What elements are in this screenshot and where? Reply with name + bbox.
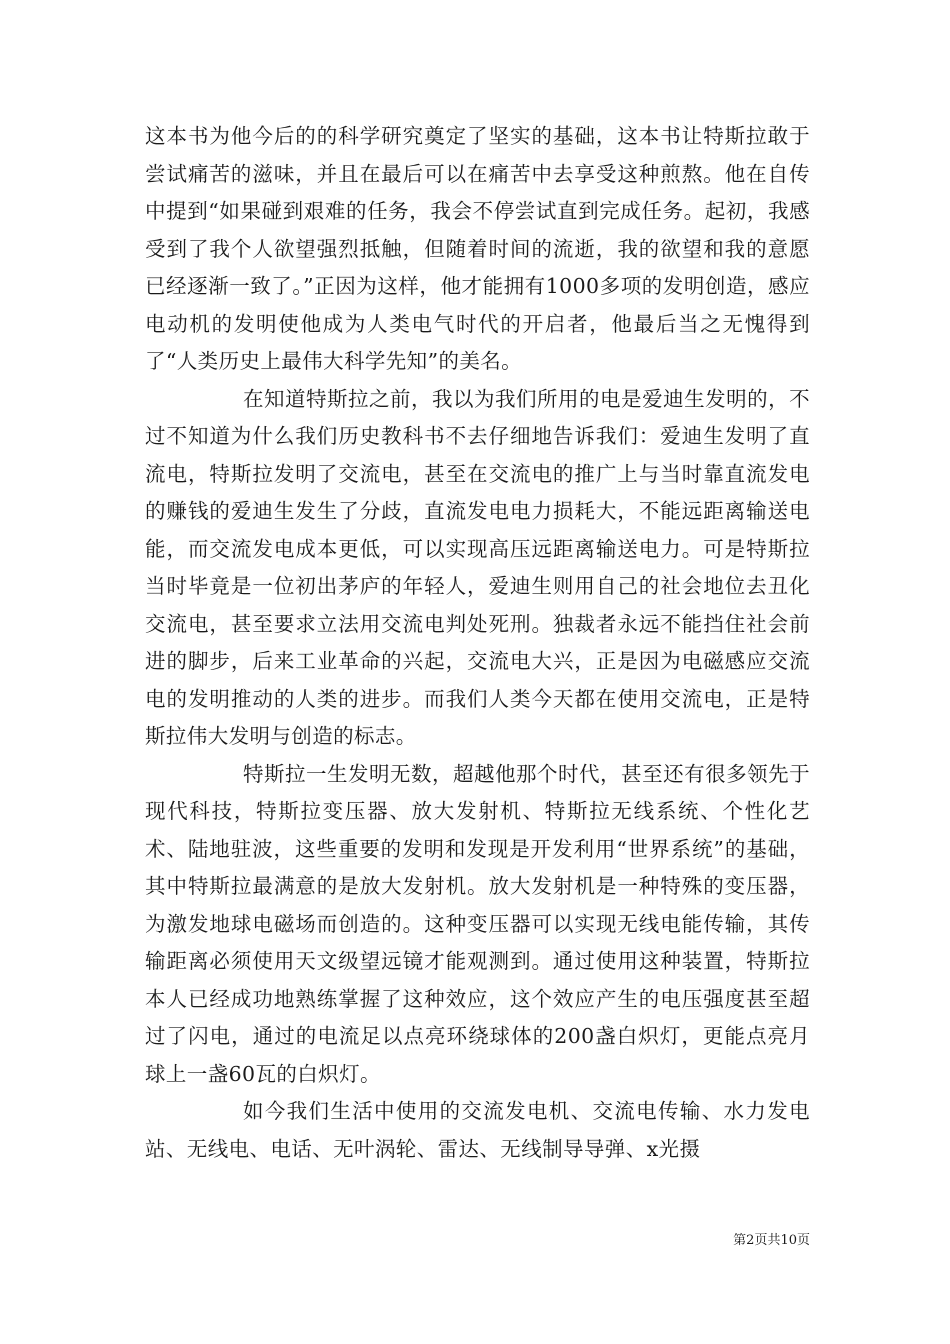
paragraph-2: 在知道特斯拉之前，我以为我们所用的电是爱迪生发明的，不过不知道为什么我们历史教科书不去仔细地告诉我们：爱迪生发明了直流电，特斯拉发明了交流电，甚至在交流电的推广上与当时靠直流发电的赚钱的爱迪生发生了分歧，直流发电电力损耗大，不能远距离输送电能，而交流发电成本更低，可以实现高压远距离输送电力。可是特斯拉当时毕竟是一位初出茅庐的年轻人，爱迪生则用自己的社会地位去丑化交流电，甚至要求立法用交流电判处死刑。独裁者永远不能挡住社会前进的脚步，后来工业革命的兴起，交流电大兴，正是因为电磁感应交流电的发明推动的人类的进步。而我们人类今天都在使用交流电，正是特斯拉伟大发明与创造的标志。 xyxy=(145,386,810,748)
document-body xyxy=(145,118,810,1168)
paragraph-4: 如今我们生活中使用的交流发电机、交流电传输、水力发电站、无线电、电话、无叶涡轮、雷达、无线制导导弹、x光摄 xyxy=(145,1099,810,1161)
paragraph-3: 特斯拉一生发明无数，超越他那个时代，甚至还有很多领先于现代科技，特斯拉变压器、放大发射机、特斯拉无线系统、个性化艺术、陆地驻波，这些重要的发明和发现是开发利用“世界系统”的基础，其中特斯拉最满意的是放大发射机。放大发射机是一种特殊的变压器，为激发地球电磁场而创造的。这种变压器可以实现无线电能传输，其传输距离必须使用天文级望远镜才能观测到。通过使用这种装置，特斯拉本人已经成功地熟练掌握了这种效应，这个效应产生的电压强度甚至超过了闪电，通过的电流足以点亮环绕球体的200盏白炽灯，更能点亮月球上一盏60瓦的白炽灯。 xyxy=(145,761,810,1086)
paragraph-1: 这本书为他今后的的科学研究奠定了坚实的基础，这本书让特斯拉敢于尝试痛苦的滋味，并且在最后可以在痛苦中去享受这种煎熬。他在自传中提到“如果碰到艰难的任务，我会不停尝试直到完成任务。起初，我感受到了我个人欲望强烈抵触，但随着时间的流逝，我的欲望和我的意愿已经逐渐一致了。”正因为这样，他才能拥有1000多项的发明创造，感应电动机的发明使他成为人类电气时代的开启者，他最后当之无愧得到了“人类历史上最伟大科学先知”的美名。 xyxy=(145,124,810,373)
page-number-footer: 第2页共10页 xyxy=(733,1233,810,1248)
